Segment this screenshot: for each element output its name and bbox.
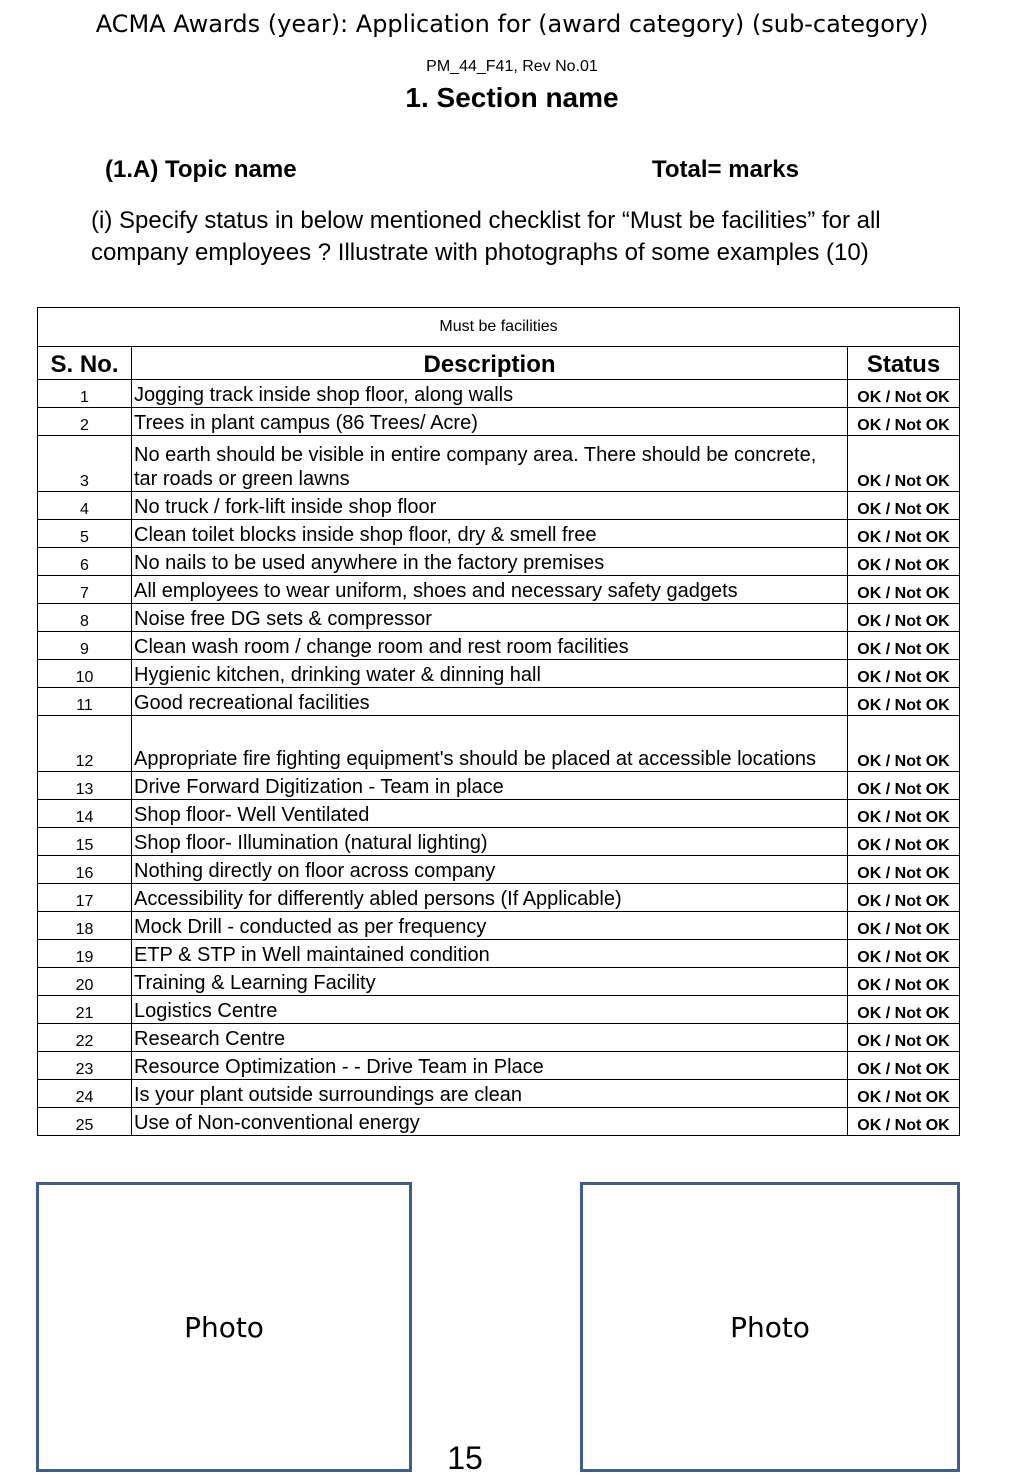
header-description: Description [132, 347, 848, 380]
row-status: OK / Not OK [848, 632, 960, 660]
row-description: No earth should be visible in entire company area. There should be concrete, tar roads or green lawns [132, 436, 848, 492]
row-description: Trees in plant campus (86 Trees/ Acre) [132, 408, 848, 436]
row-description: Mock Drill - conducted as per frequency [132, 912, 848, 940]
row-description: No nails to be used anywhere in the factory premises [132, 548, 848, 576]
row-description: Training & Learning Facility [132, 968, 848, 996]
row-sno: 6 [38, 548, 132, 576]
question-text: (i) Specify status in below mentioned checklist for “Must be facilities” for all company employees ? Illustrate with photographs of some examples (10) [91, 207, 881, 266]
table-row [38, 940, 960, 968]
table-header-row [38, 347, 960, 380]
row-description: All employees to wear uniform, shoes and necessary safety gadgets [132, 576, 848, 604]
row-status: OK / Not OK [848, 940, 960, 968]
row-description: Appropriate fire fighting equipment's should be placed at accessible locations [132, 716, 848, 772]
row-description: Noise free DG sets & compressor [132, 604, 848, 632]
row-status: OK / Not OK [848, 576, 960, 604]
row-sno: 3 [38, 436, 132, 492]
photo-placeholder-left [36, 1182, 412, 1472]
row-sno: 11 [38, 688, 132, 716]
table-row [38, 408, 960, 436]
checklist-body [38, 380, 960, 1136]
row-sno: 17 [38, 884, 132, 912]
table-row [38, 688, 960, 716]
row-sno: 8 [38, 604, 132, 632]
table-row [38, 912, 960, 940]
table-row [38, 884, 960, 912]
row-sno: 12 [38, 716, 132, 772]
row-description: ETP & STP in Well maintained condition [132, 940, 848, 968]
table-row [38, 716, 960, 772]
row-sno: 13 [38, 772, 132, 800]
row-description: No truck / fork-lift inside shop floor [132, 492, 848, 520]
row-status: OK / Not OK [848, 408, 960, 436]
table-row [38, 828, 960, 856]
table-row [38, 380, 960, 408]
row-description: Jogging track inside shop floor, along walls [132, 380, 848, 408]
table-row [38, 660, 960, 688]
table-row [38, 520, 960, 548]
row-status: OK / Not OK [848, 1024, 960, 1052]
row-sno: 4 [38, 492, 132, 520]
row-description: Hygienic kitchen, drinking water & dinning hall [132, 660, 848, 688]
row-description: Accessibility for differently abled persons (If Applicable) [132, 884, 848, 912]
row-status: OK / Not OK [848, 660, 960, 688]
row-sno: 19 [38, 940, 132, 968]
row-sno: 18 [38, 912, 132, 940]
table-row [38, 1024, 960, 1052]
document-code: PM_44_F41, Rev No.01 [426, 58, 598, 75]
header-status: Status [848, 347, 960, 380]
table-row [38, 1080, 960, 1108]
row-description: Is your plant outside surroundings are clean [132, 1080, 848, 1108]
row-status: OK / Not OK [848, 884, 960, 912]
table-row [38, 632, 960, 660]
row-sno: 2 [38, 408, 132, 436]
row-status: OK / Not OK [848, 800, 960, 828]
table-row [38, 1108, 960, 1136]
section-heading: 1. Section name [405, 82, 619, 113]
row-sno: 25 [38, 1108, 132, 1136]
topic-name: (1.A) Topic name [105, 156, 297, 183]
row-description: Shop floor- Illumination (natural lighting) [132, 828, 848, 856]
row-description: Good recreational facilities [132, 688, 848, 716]
row-status: OK / Not OK [848, 1080, 960, 1108]
row-description: Clean wash room / change room and rest room facilities [132, 632, 848, 660]
document-title: ACMA Awards (year): Application for (award category) (sub-category) [95, 10, 929, 38]
row-status: OK / Not OK [848, 912, 960, 940]
row-status: OK / Not OK [848, 968, 960, 996]
table-row [38, 800, 960, 828]
row-description: Research Centre [132, 1024, 848, 1052]
table-row [38, 576, 960, 604]
row-status: OK / Not OK [848, 716, 960, 772]
row-status: OK / Not OK [848, 604, 960, 632]
row-description: Drive Forward Digitization - Team in place [132, 772, 848, 800]
row-description: Resource Optimization - - Drive Team in Place [132, 1052, 848, 1080]
table-caption: Must be facilities [38, 308, 960, 347]
table-row [38, 856, 960, 884]
row-status: OK / Not OK [848, 856, 960, 884]
row-sno: 20 [38, 968, 132, 996]
row-sno: 14 [38, 800, 132, 828]
table-row [38, 1052, 960, 1080]
table-row [38, 604, 960, 632]
row-sno: 5 [38, 520, 132, 548]
row-status: OK / Not OK [848, 772, 960, 800]
row-sno: 7 [38, 576, 132, 604]
page-number: 15 [447, 1440, 483, 1476]
row-status: OK / Not OK [848, 828, 960, 856]
photo-label: Photo [184, 1311, 264, 1344]
row-description: Shop floor- Well Ventilated [132, 800, 848, 828]
checklist-table [37, 307, 960, 1136]
total-marks: Total= marks [652, 156, 799, 183]
row-sno: 23 [38, 1052, 132, 1080]
photo-label: Photo [730, 1311, 810, 1344]
row-status: OK / Not OK [848, 520, 960, 548]
row-status: OK / Not OK [848, 436, 960, 492]
table-row [38, 996, 960, 1024]
table-row [38, 436, 960, 492]
row-status: OK / Not OK [848, 548, 960, 576]
row-description: Use of Non-conventional energy [132, 1108, 848, 1136]
row-description: Nothing directly on floor across company [132, 856, 848, 884]
photo-placeholder-right [580, 1182, 960, 1472]
table-row [38, 548, 960, 576]
row-status: OK / Not OK [848, 1108, 960, 1136]
row-description: Clean toilet blocks inside shop floor, dry & smell free [132, 520, 848, 548]
header-sno: S. No. [38, 347, 132, 380]
table-row [38, 492, 960, 520]
row-status: OK / Not OK [848, 1052, 960, 1080]
row-status: OK / Not OK [848, 380, 960, 408]
row-status: OK / Not OK [848, 492, 960, 520]
row-status: OK / Not OK [848, 688, 960, 716]
row-sno: 9 [38, 632, 132, 660]
row-sno: 10 [38, 660, 132, 688]
row-sno: 21 [38, 996, 132, 1024]
table-row [38, 968, 960, 996]
row-sno: 15 [38, 828, 132, 856]
row-sno: 1 [38, 380, 132, 408]
row-sno: 16 [38, 856, 132, 884]
row-description: Logistics Centre [132, 996, 848, 1024]
row-sno: 24 [38, 1080, 132, 1108]
row-status: OK / Not OK [848, 996, 960, 1024]
row-sno: 22 [38, 1024, 132, 1052]
table-row [38, 772, 960, 800]
